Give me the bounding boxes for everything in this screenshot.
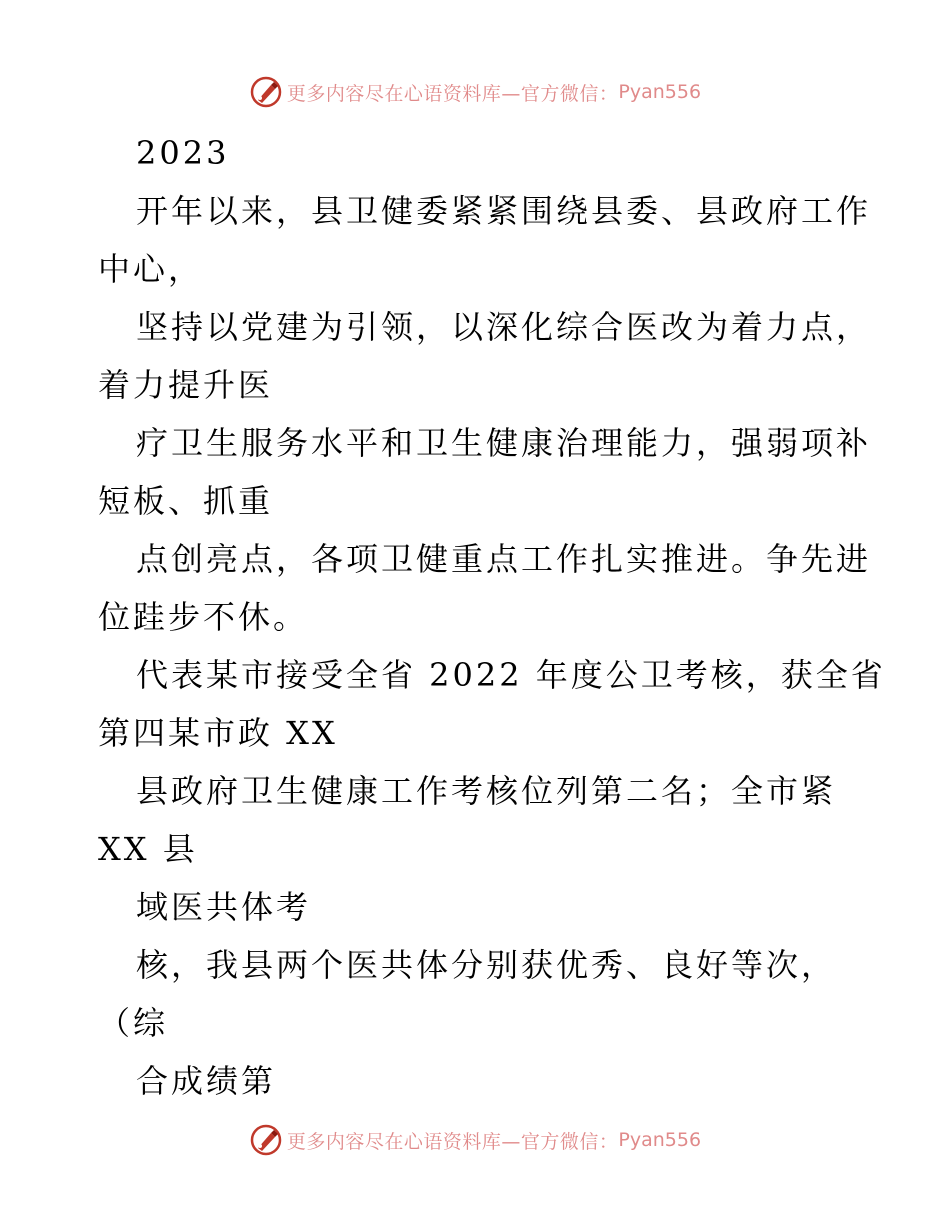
text-line: 2023	[136, 134, 230, 172]
text-line: 着力提升医	[98, 366, 274, 404]
watermark-wechat-id: Pyan556	[618, 1129, 702, 1151]
text-line: 第四某市政 XX	[98, 714, 338, 752]
watermark-wechat-id: Pyan556	[618, 81, 702, 103]
watermark-footer	[0, 1120, 950, 1160]
text-line: XX 县	[98, 830, 198, 868]
document-body	[98, 124, 886, 1110]
pen-logo-icon	[249, 75, 283, 109]
text-line: 点创亮点，各项卫健重点工作扎实推进。争先进	[136, 540, 872, 578]
text-line: 短板、抓重	[98, 482, 274, 520]
text-line: 核，我县两个医共体分别获优秀、良好等次，	[136, 946, 837, 984]
text-line: （综	[98, 1004, 169, 1042]
watermark-header	[0, 72, 950, 112]
watermark-text: 更多内容尽在心语资料库—官方微信：	[286, 82, 619, 105]
text-line: 中心，	[98, 250, 204, 288]
text-line: 合成绩第	[136, 1062, 277, 1100]
pen-logo-icon	[249, 1123, 283, 1157]
text-line: 代表某市接受全省 2022 年度公卫考核，获全省	[136, 656, 886, 694]
text-line: 开年以来，县卫健委紧紧围绕县委、县政府工作	[136, 192, 872, 230]
text-line: 县政府卫生健康工作考核位列第二名；全市紧	[136, 772, 837, 810]
text-line: 位跬步不休。	[98, 598, 309, 636]
text-line: 坚持以党建为引领，以深化综合医改为着力点，	[136, 308, 872, 346]
text-line: 疗卫生服务水平和卫生健康治理能力，强弱项补	[136, 424, 872, 462]
watermark-text: 更多内容尽在心语资料库—官方微信：	[286, 1130, 619, 1153]
text-line: 域医共体考	[136, 888, 312, 926]
